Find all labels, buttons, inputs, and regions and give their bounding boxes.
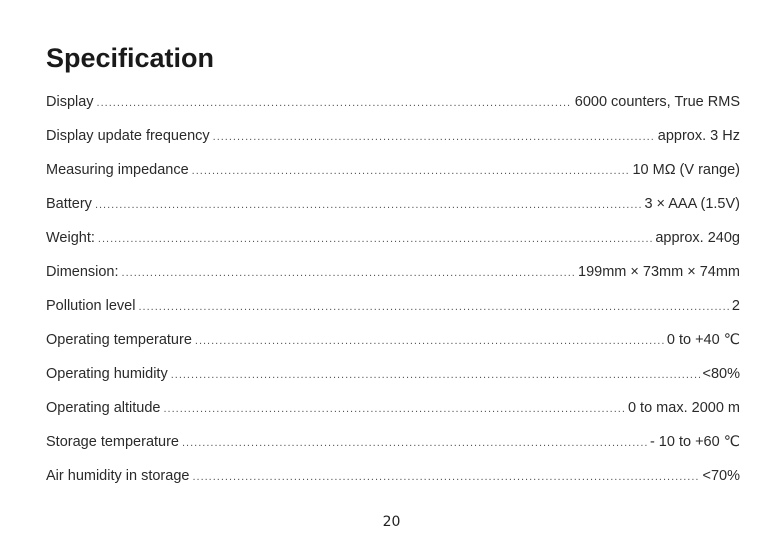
spec-row-measuring-impedance [46,162,740,196]
spec-value: 2 [731,298,740,314]
specification-list [46,94,740,502]
spec-row-weight [46,230,740,264]
dot-leader [192,471,699,483]
dot-leader [122,267,575,279]
spec-value: 3 × AAA (1.5V) [644,196,740,212]
spec-label: Display update frequency [46,128,210,144]
spec-value: <80% [702,366,740,382]
dot-leader [95,199,642,211]
spec-row-storage-temperature [46,434,740,468]
spec-value: 199mm × 73mm × 74mm [578,264,740,280]
dot-leader [97,97,572,109]
spec-label: Display [46,94,94,110]
spec-label: Air humidity in storage [46,468,190,484]
dot-leader [182,437,647,449]
spec-row-air-humidity-in-storage [46,468,740,502]
spec-row-pollution-level [46,298,740,332]
spec-value: 0 to max. 2000 m [627,400,740,416]
spec-value: 0 to +40 ℃ [666,332,740,348]
spec-label: Dimension: [46,264,119,280]
spec-value: approx. 240g [655,230,740,246]
dot-leader [192,165,630,177]
spec-label: Operating temperature [46,332,192,348]
page-title: Specification [46,43,215,73]
spec-row-dimension [46,264,740,298]
spec-value: 10 MΩ (V range) [632,162,740,178]
dot-leader [98,233,652,245]
spec-value: 6000 counters, True RMS [574,94,740,110]
spec-value: <70% [702,468,740,484]
spec-label: Pollution level [46,298,136,314]
spec-label: Battery [46,196,92,212]
spec-row-battery [46,196,740,230]
dot-leader [213,131,655,143]
spec-row-operating-altitude [46,400,740,434]
spec-row-display [46,94,740,128]
dot-leader [171,369,700,381]
spec-value: - 10 to +60 ℃ [649,434,740,450]
spec-row-operating-temperature [46,332,740,366]
spec-label: Operating altitude [46,400,161,416]
spec-label: Operating humidity [46,366,168,382]
page-number: 20 [382,514,401,530]
spec-row-operating-humidity [46,366,740,400]
spec-value: approx. 3 Hz [657,128,740,144]
dot-leader [138,301,728,313]
spec-label: Storage temperature [46,434,179,450]
spec-row-display-update-frequency [46,128,740,162]
spec-label: Weight: [46,230,95,246]
dot-leader [163,403,625,415]
dot-leader [195,335,664,347]
spec-label: Measuring impedance [46,162,189,178]
